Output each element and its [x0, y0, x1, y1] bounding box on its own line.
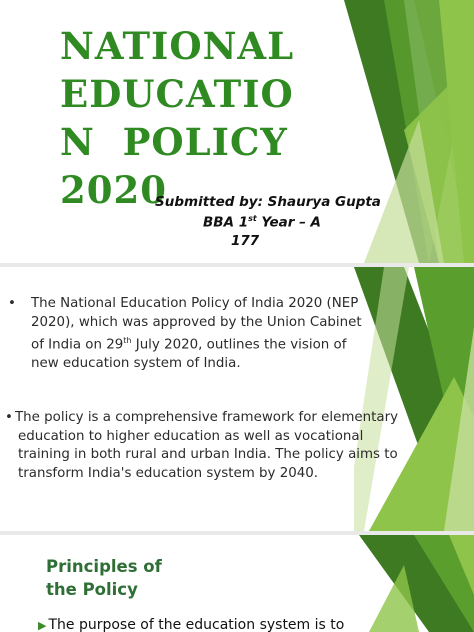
class-sup: st: [248, 214, 257, 223]
class-suffix: Year – A: [256, 214, 321, 231]
title-line-2: EDUCATIO: [60, 72, 294, 116]
title-line-1: NATIONAL: [60, 24, 295, 68]
bullet-1-line-2: 2020), which was approved by the Union Cabinet: [31, 314, 362, 330]
title-line-3: N POLICY: [60, 120, 288, 164]
bullet-text: The purpose of the education system is to: [48, 617, 345, 632]
slide-title: [60, 22, 294, 214]
bullet-2-line-3: training in both rural and urban India. The policy aims to: [18, 447, 398, 462]
bullet-1-line-3-suffix: July 2020, outlines the vision of: [131, 337, 347, 353]
bullet-1-line-1: The National Education Policy of India 2020 (NEP: [31, 296, 359, 311]
list-item: [0, 295, 430, 375]
heading-line-1: Principles of: [46, 557, 162, 576]
roll-number: 177: [231, 233, 260, 249]
bullet-text: [15, 409, 398, 483]
list-item: [38, 617, 344, 632]
bullet-1-line-4: new education system of India.: [31, 355, 241, 371]
title-slide: [0, 0, 474, 263]
bullet-1-line-3-sup: th: [123, 336, 132, 345]
green-triangle-decoration: [359, 535, 474, 632]
class-info: [203, 214, 321, 231]
arrow-bullet-icon: ▶: [38, 619, 47, 632]
section-heading: [46, 555, 162, 601]
heading-line-2: the Policy: [46, 580, 138, 599]
bullet-dot: •: [5, 410, 13, 425]
submitted-by: Submitted by: Shaurya Gupta: [155, 194, 381, 210]
bullet-2-line-4: transform India's education system by 2040.: [18, 465, 319, 481]
content-slide: [0, 267, 474, 531]
bullet-2-line-2: education to higher education as well as vocational: [18, 428, 364, 444]
principles-slide: [0, 535, 474, 632]
list-item: [0, 409, 430, 489]
bullet-2-line-1: The policy is a comprehensive framework for elementary: [15, 410, 399, 425]
bullet-1-line-3: [31, 332, 362, 355]
class-prefix: BBA 1: [203, 214, 249, 231]
bullet-1-line-3-prefix: of India on 29: [31, 337, 124, 353]
green-triangle-decoration: [344, 0, 474, 263]
title-line-4: 2020: [60, 168, 167, 212]
bullet-dot: •: [8, 296, 16, 311]
bullet-text: [31, 295, 362, 373]
